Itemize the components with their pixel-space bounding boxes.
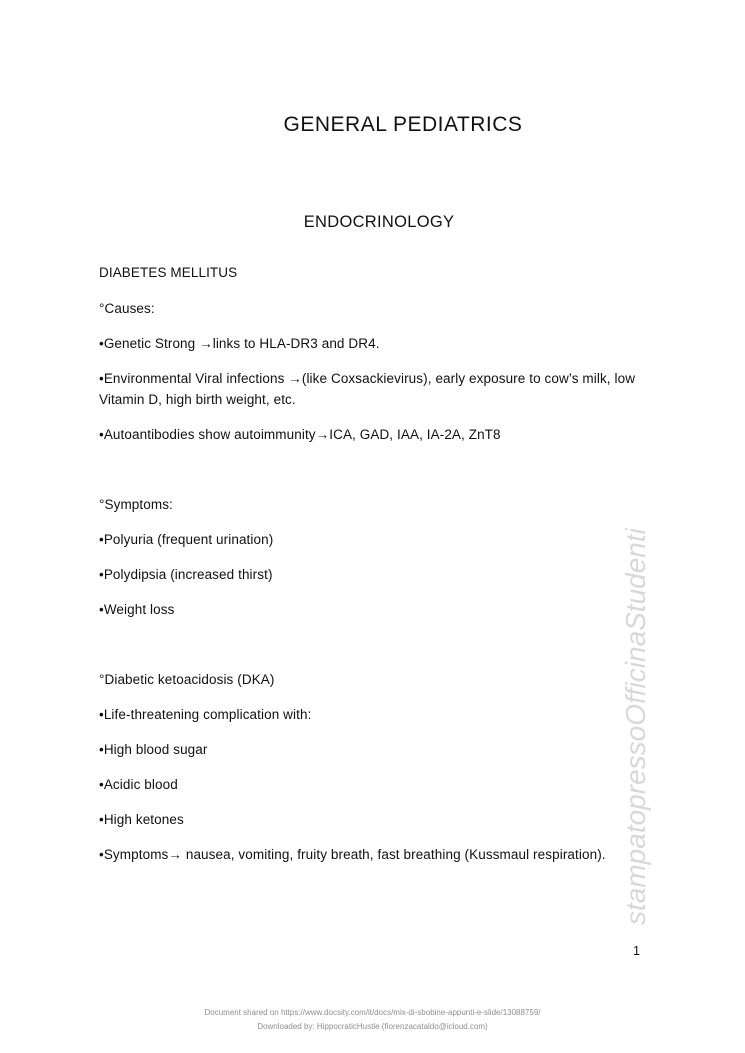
paragraph: •Autoantibodies show autoimmunity→ICA, GAD, IAA, IA-2A, ZnT8 <box>99 427 501 442</box>
paragraph: °Symptoms: <box>99 497 173 512</box>
paragraph: •Weight loss <box>99 602 175 617</box>
paragraph: •Genetic Strong →links to HLA-DR3 and DR4. <box>99 336 380 351</box>
blank-line <box>99 459 647 480</box>
footer-shared-link-line: Document shared on https://www.docsity.com/it/docs/mix-di-sbobine-appunti-e-slide/13088759/ <box>204 1008 541 1017</box>
document-body <box>99 262 647 865</box>
paragraph: °Causes: <box>99 301 155 316</box>
paragraph: •Environmental Viral infections →(like Coxsackievirus), early exposure to cow’s milk, low Vitamin D, high birth weight, etc. <box>99 371 636 407</box>
page-number: 1 <box>633 944 640 958</box>
paragraph: •Polyuria (frequent urination) <box>99 532 274 547</box>
section-heading: ENDOCRINOLOGY <box>303 213 455 231</box>
footer-downloaded-by-line: Downloaded by: HippocraticHustle (fiorenzacataldo@icloud.com) <box>257 1022 488 1031</box>
watermark: stampatopressoOfficinaStudenti <box>620 528 651 925</box>
paragraph: •High ketones <box>99 812 184 827</box>
document-title: GENERAL PEDIATRICS <box>283 113 523 136</box>
doc-subheading: DIABETES MELLITUS <box>99 265 238 280</box>
paragraph: •Polydipsia (increased thirst) <box>99 567 273 582</box>
paragraph: •High blood sugar <box>99 742 208 757</box>
paragraph: •Life-threatening complication with: <box>99 707 312 722</box>
blank-line <box>99 634 647 655</box>
document-content <box>99 112 647 879</box>
paragraph: •Acidic blood <box>99 777 178 792</box>
page-footer <box>0 1006 745 1034</box>
paragraph: •Symptoms→ nausea, vomiting, fruity breath, fast breathing (Kussmaul respiration). <box>99 847 606 862</box>
paragraph: °Diabetic ketoacidosis (DKA) <box>99 672 275 687</box>
